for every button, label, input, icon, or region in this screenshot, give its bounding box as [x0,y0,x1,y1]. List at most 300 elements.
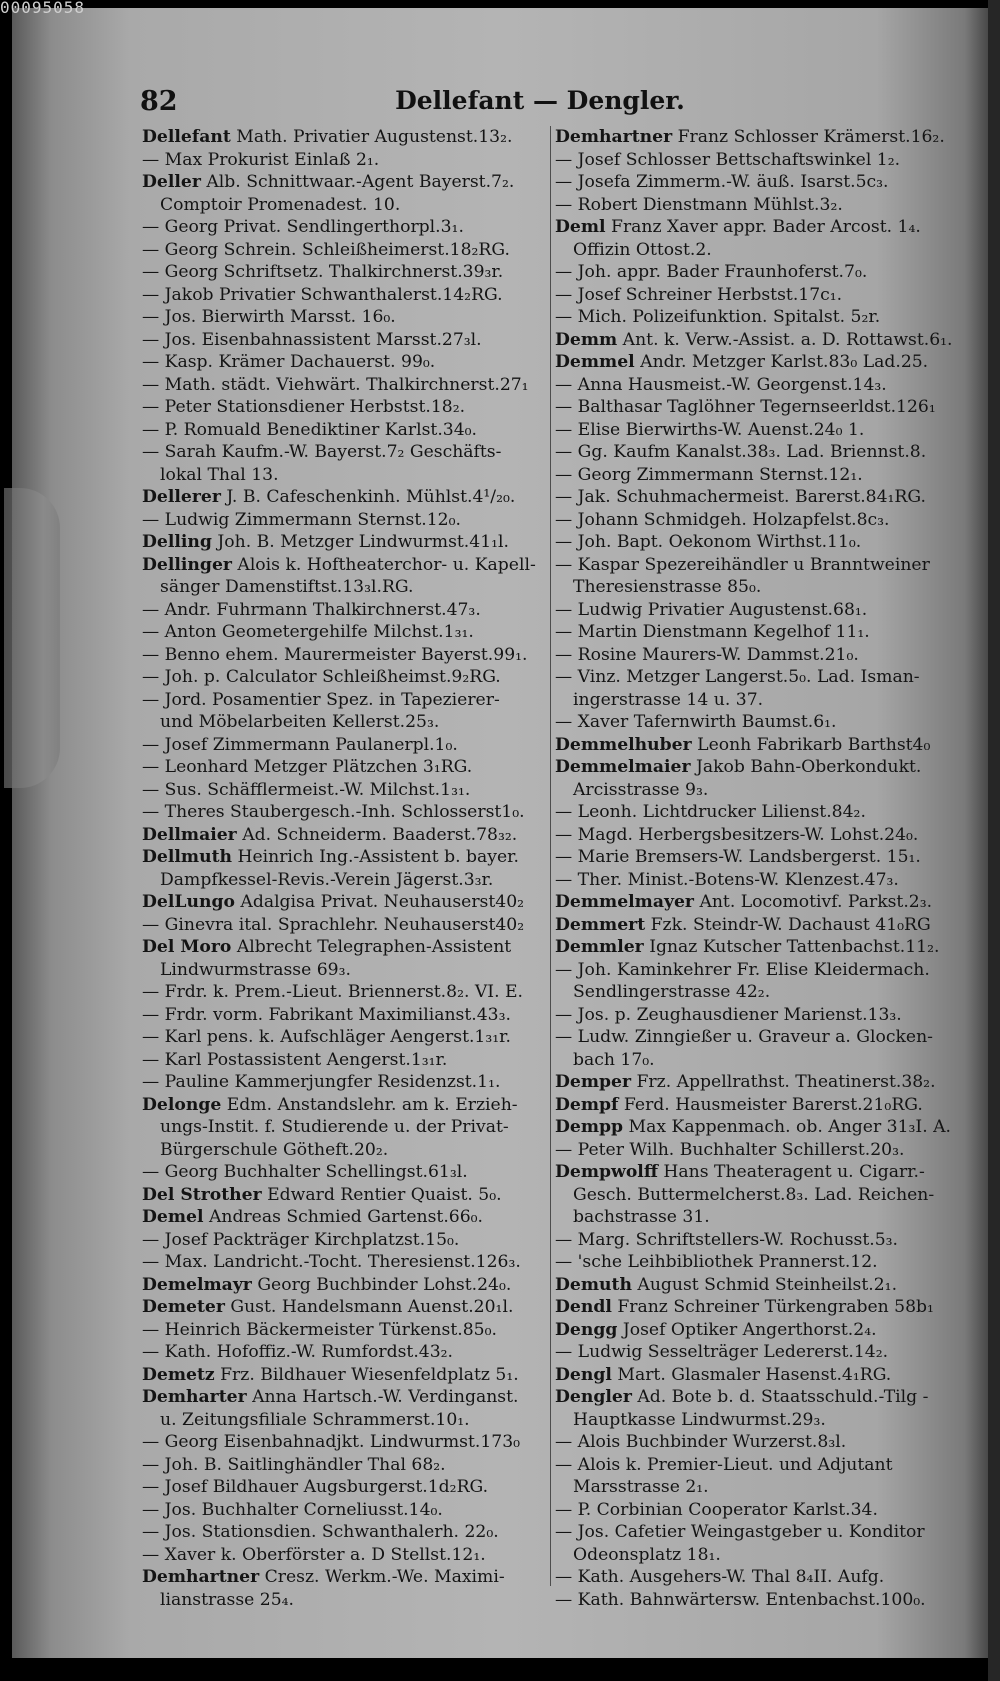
entry-text: — Vinz. Metzger Langerst.5₀. Lad. Isman- [555,667,920,687]
directory-entry [142,464,547,487]
directory-entry [142,1409,547,1432]
entry-text: lianstrasse 25₄. [160,1589,295,1610]
next-page-edge [988,0,1000,1681]
entry-text: Marsstrasse 2₁. [573,1477,709,1497]
entry-text: — Peter Stationsdiener Herbstst.18₂. [142,397,466,417]
directory-entry [555,779,960,802]
directory-entry [142,396,547,419]
directory-entry [142,846,547,869]
directory-entry [142,914,547,937]
scan-id: 00095058 [0,0,86,17]
entry-text: — 'sche Leihbibliothek Prannerst.12. [555,1252,878,1272]
directory-entry [142,1364,547,1387]
directory-entry [142,1004,547,1027]
entry-text: Joh. B. Metzger Lindwurmst.41₁l. [211,532,509,552]
entry-text: und Möbelarbeiten Kellerst.25₃. [160,712,440,732]
directory-entry [142,1049,547,1072]
directory-entry [555,1094,960,1117]
entry-surname: Demhartner [142,1567,260,1587]
directory-entry [555,329,960,352]
entry-text: lokal Thal 13. [160,464,279,485]
entry-text: — Jos. p. Zeughausdiener Marienst.13₃. [555,1004,902,1025]
entry-surname: DelLungo [142,892,235,912]
entry-text: — P. Romuald Benediktiner Karlst.34₀. [142,419,478,440]
directory-entry [142,1161,547,1184]
directory-entry [142,419,547,442]
directory-entry [555,666,960,689]
entry-text: — Karl Postassistent Aengerst.1₃₁r. [142,1049,448,1070]
entry-text: Hauptkasse Lindwurmst.29₃. [573,1409,826,1430]
right-column [555,126,960,1610]
directory-entry [555,891,960,914]
directory-entry [555,846,960,869]
entry-text: ungs-Instit. f. Studierende u. der Privat- [160,1117,509,1137]
entry-text: — Jos. Cafetier Weingastgeber u. Konditor [555,1522,925,1542]
directory-entry [555,756,960,779]
directory-entry [555,1004,960,1027]
directory-entry [555,1476,960,1499]
directory-entry [142,779,547,802]
directory-entry [555,126,960,149]
entry-text: Theresienstrasse 85₀. [573,577,762,597]
directory-entry [142,1206,547,1229]
directory-entry [555,1364,960,1387]
directory-entry [555,509,960,532]
directory-entry [142,126,547,149]
entry-text: — Kath. Ausgehers-W. Thal 8₄II. Aufg. [555,1567,885,1587]
directory-entry [142,171,547,194]
entry-text: — Kath. Bahnwärtersw. Entenbachst.100₀. [555,1589,926,1610]
directory-entry [142,1026,547,1049]
directory-entry [555,306,960,329]
entry-text: Andreas Schmied Gartenst.66₀. [203,1207,484,1227]
entry-text: Josef Optiker Angerthorst.2₄. [617,1319,877,1340]
page-header [140,86,940,126]
entry-text: — Robert Dienstmann Mühlst.3₂. [555,194,843,215]
entry-text: — Frdr. k. Prem.-Lieut. Briennerst.8₂. VI. E. [142,982,524,1002]
entry-surname: Dellefant [142,127,231,147]
directory-entry [142,869,547,892]
directory-entry [142,216,547,239]
directory-entry [142,1251,547,1274]
directory-entry [142,621,547,644]
entry-text: — Georg Eisenbahnadjkt. Lindwurmst.173₀ [142,1432,521,1452]
entry-text: August Schmid Steinheilst.2₁. [631,1274,898,1295]
directory-entry [142,441,547,464]
entry-text: — Magd. Herbergsbesitzers-W. Lohst.24₀. [555,824,919,845]
directory-entry [142,734,547,757]
entry-surname: Demharter [142,1387,247,1407]
directory-entry [555,711,960,734]
directory-entry [555,149,960,172]
entry-surname: Demelmayr [142,1274,252,1295]
entry-text: — Joh. Bapt. Oekonom Wirthst.11₀. [555,532,862,552]
entry-surname: Demmel [555,352,635,372]
directory-entry [142,194,547,217]
directory-entry [142,1319,547,1342]
directory-entry [555,464,960,487]
entry-text: Alois k. Hoftheaterchor- u. Kapell- [231,554,536,575]
entry-text: Hans Theateragent u. Cigarr.- [657,1162,925,1182]
entry-text: — Theres Staubergesch.-Inh. Schlosserst1₀. [142,802,525,822]
entry-text: — Math. städt. Viehwärt. Thalkirchnerst.27₁ [142,374,529,395]
entry-text: — Ludwig Sesselträger Ledererst.14₂. [555,1342,889,1362]
directory-entry [555,1206,960,1229]
directory-entry [142,1341,547,1364]
directory-entry [555,1499,960,1522]
entry-text: — Balthasar Taglöhner Tegernseerldst.126₁ [555,397,936,417]
entry-text: — Jos. Bierwirth Marsst. 16₀. [142,307,396,327]
entry-text: sänger Damenstiftst.13₃l.RG. [160,577,414,597]
directory-entry [555,1116,960,1139]
directory-entry [555,869,960,892]
directory-entry [142,1431,547,1454]
directory-entry [142,891,547,914]
entry-text: — Leonhard Metzger Plätzchen 3₁RG. [142,757,473,777]
entry-text: Heinrich Ing.-Assistent b. bayer. [232,847,519,867]
directory-entry [555,621,960,644]
directory-entry [555,689,960,712]
thumb-tab [4,488,60,788]
directory-entry [555,959,960,982]
directory-entry [142,1386,547,1409]
directory-entry [555,914,960,937]
directory-entry [555,1251,960,1274]
entry-text: — Ludwig Zimmermann Sternst.12₀. [142,509,461,530]
entry-text: — Alois Buchbinder Wurzerst.8₃l. [555,1432,847,1452]
directory-entry [142,1094,547,1117]
entry-text: — Joh. appr. Bader Fraunhoferst.7₀. [555,262,868,282]
entry-text: Georg Buchbinder Lohst.24₀. [251,1274,512,1295]
entry-surname: Dengg [555,1319,618,1340]
entry-text: — Josef Schlosser Bettschaftswinkel 1₂. [555,149,901,170]
entry-text: — Josefa Zimmerm.-W. äuß. Isarst.5c₃. [555,172,889,192]
directory-entry [142,1071,547,1094]
entry-surname: Demper [555,1072,632,1092]
entry-text: — Joh. p. Calculator Schleißheimst.9₂RG. [142,667,501,687]
directory-entry [142,531,547,554]
entry-text: — Andr. Fuhrmann Thalkirchnerst.47₃. [142,599,481,620]
directory-entry [555,1139,960,1162]
entry-surname: Dellerer [142,487,221,507]
entry-surname: Dendl [555,1297,612,1317]
entry-text: — Heinrich Bäckermeister Türkenst.85₀. [142,1319,497,1340]
entry-text: — Ludw. Zinngießer u. Graveur a. Glocken- [555,1027,933,1047]
entry-text: Andr. Metzger Karlst.83₀ Lad.25. [634,352,929,372]
entry-text: Franz Xaver appr. Bader Arcost. 1₄. [605,217,921,237]
entry-text: Edward Rentier Quaist. 5₀. [261,1184,502,1205]
directory-entry [555,576,960,599]
directory-entry [555,1274,960,1297]
entry-text: — Frdr. vorm. Fabrikant Maximilianst.43₃. [142,1004,511,1025]
entry-text: — Anna Hausmeist.-W. Georgenst.14₃. [555,374,887,395]
left-column [142,126,547,1610]
directory-entry [555,441,960,464]
entry-text: Franz Schreiner Türkengraben 58b₁ [611,1297,934,1317]
entry-text: — P. Corbinian Cooperator Karlst.34. [555,1499,878,1520]
directory-entry [142,1296,547,1319]
directory-entry [555,1049,960,1072]
directory-entry [142,824,547,847]
directory-entry [142,1589,547,1612]
entry-text: — Ginevra ital. Sprachlehr. Neuhauserst40₂ [142,914,525,935]
entry-text: — Josef Packträger Kirchplatzst.15₀. [142,1229,460,1250]
entry-text: — Georg Schrein. Schleißheimerst.18₂RG. [142,239,510,260]
entry-text: — Josef Bildhauer Augsburgerst.1d₂RG. [142,1477,489,1497]
entry-text: — Kath. Hofoffiz.-W. Rumfordst.43₂. [142,1342,454,1362]
entry-surname: Dempp [555,1117,624,1137]
entry-text: — Rosine Maurers-W. Dammst.21₀. [555,644,859,665]
directory-entry [555,1454,960,1477]
entry-text: — Joh. Kaminkehrer Fr. Elise Kleidermach. [555,959,930,980]
entry-text: Sendlingerstrasse 42₂. [573,982,771,1002]
directory-entry [142,329,547,352]
directory-entry [555,1386,960,1409]
directory-entry [142,486,547,509]
entry-surname: Demhartner [555,127,673,147]
entry-text: Leonh Fabrikarb Barthst4₀ [691,734,931,755]
entry-surname: Demmelmayer [555,892,694,912]
directory-entry [142,284,547,307]
entry-text: Gust. Handelsmann Auenst.20₁l. [224,1297,514,1317]
directory-entry [142,599,547,622]
directory-entry [142,1184,547,1207]
directory-entry [142,149,547,172]
entry-text: — Xaver Tafernwirth Baumst.6₁. [555,712,837,732]
directory-entry [555,824,960,847]
entry-text: — Mich. Polizeifunktion. Spitalst. 5₂r. [555,307,881,327]
directory-entry [555,374,960,397]
entry-text: bachstrasse 31. [573,1207,710,1227]
entry-text: Ad. Bote b. d. Staatsschuld.-Tilg - [631,1387,929,1407]
directory-entry [142,576,547,599]
entry-text: u. Zeitungsfiliale Schrammerst.10₁. [160,1409,470,1430]
running-head: Dellefant — Dengler. [395,86,685,115]
entry-text: Frz. Bildhauer Wiesenfeldplatz 5₁. [214,1364,519,1385]
entry-text: — Kasp. Krämer Dachauerst. 99₀. [142,352,436,372]
directory-entry [555,194,960,217]
directory-entry [555,644,960,667]
directory-entry [555,936,960,959]
entry-text: Jakob Bahn-Oberkondukt. [690,757,922,777]
entry-surname: Deller [142,172,201,192]
entry-text: — Gg. Kaufm Kanalst.38₃. Lad. Briennst.8. [555,442,927,462]
page-number: 82 [140,86,178,117]
entry-text: Frz. Appellrathst. Theatinerst.38₂. [631,1072,936,1092]
entry-text: Anna Hartsch.-W. Verdinganst. [246,1387,519,1407]
entry-surname: Dempf [555,1094,619,1115]
directory-entry [555,981,960,1004]
directory-entry [555,419,960,442]
entry-surname: Dellinger [142,554,232,575]
directory-entry [555,1589,960,1612]
entry-text: Ferd. Hausmeister Barerst.21₀RG. [618,1094,923,1115]
directory-entry [555,801,960,824]
entry-surname: Dengler [555,1387,632,1407]
entry-text: Arcisstrasse 9₃. [573,779,709,800]
entry-text: Alb. Schnittwaar.-Agent Bayerst.7₂. [200,172,515,192]
directory-entry [555,1184,960,1207]
entry-text: — Ludwig Privatier Augustenst.68₁. [555,599,868,620]
entry-text: — Peter Wilh. Buchhalter Schillerst.20₃. [555,1139,905,1160]
directory-entry [142,239,547,262]
entry-text: Ad. Schneiderm. Baaderst.78₃₂. [236,824,518,845]
directory-entry [555,599,960,622]
entry-surname: Demmert [555,914,646,935]
entry-surname: Delonge [142,1094,222,1115]
directory-entry [142,554,547,577]
entry-surname: Del Strother [142,1184,262,1205]
entry-text: Adalgisa Privat. Neuhauserst40₂ [234,892,525,912]
directory-entry [142,711,547,734]
entry-surname: Dempwolff [555,1162,658,1182]
directory-entry [142,306,547,329]
entry-text: bach 17₀. [573,1049,655,1070]
entry-text: — Elise Bierwirths-W. Auenst.24₀ 1. [555,419,865,440]
entry-text: Ignaz Kutscher Tattenbachst.11₂. [643,937,940,957]
entry-text: — Jakob Privatier Schwanthalerst.14₂RG. [142,284,503,305]
entry-surname: Deml [555,217,606,237]
entry-text: — Jos. Stationsdien. Schwanthalerh. 22₀. [142,1522,499,1542]
directory-entry [142,1499,547,1522]
directory-entry [555,531,960,554]
directory-entry [555,284,960,307]
entry-text: — Georg Schriftsetz. Thalkirchnerst.39₃r. [142,262,504,282]
directory-entry [142,351,547,374]
entry-text: J. B. Cafeschenkinh. Mühlst.4¹/₂₀. [220,487,516,507]
entry-text: Max Kappenmach. ob. Anger 31₃I. A. [623,1117,951,1137]
entry-text: — Sarah Kaufm.-W. Bayerst.7₂ Geschäfts- [142,442,502,462]
directory-entry [555,1409,960,1432]
directory-entry [142,936,547,959]
directory-entry [555,1071,960,1094]
directory-entry [555,396,960,419]
entry-surname: Demmelmaier [555,757,691,777]
directory-entry [142,1116,547,1139]
entry-text: — Georg Zimmermann Sternst.12₁. [555,464,863,485]
column-divider [550,126,551,1586]
entry-text: Dampfkessel-Revis.-Verein Jägerst.3₃r. [160,869,494,890]
entry-text: — Jos. Buchhalter Corneliusst.14₀. [142,1499,443,1520]
entry-text: Cresz. Werkm.-We. Maximi- [259,1567,505,1587]
entry-text: Gesch. Buttermelcherst.8₃. Lad. Reichen- [573,1184,935,1205]
directory-entry [142,644,547,667]
directory-entry [555,1229,960,1252]
directory-entry [142,1139,547,1162]
directory-entry [142,1521,547,1544]
entry-text: — Josef Zimmermann Paulanerpl.1₀. [142,734,458,755]
directory-entry [142,261,547,284]
entry-surname: Demeter [142,1297,225,1317]
entry-text: — Jos. Eisenbahnassistent Marsst.27₃l. [142,329,482,350]
directory-entry [142,1274,547,1297]
directory-entry [142,959,547,982]
entry-text: — Leonh. Lichtdrucker Lilienst.84₂. [555,802,866,822]
entry-text: Edm. Anstandslehr. am k. Erzieh- [221,1094,518,1115]
directory-entry [555,734,960,757]
entry-text: — Georg Buchhalter Schellingst.61₃l. [142,1162,468,1182]
directory-entry [555,216,960,239]
entry-surname: Demel [142,1207,204,1227]
entry-surname: Dellmuth [142,847,233,867]
directory-entry [555,1521,960,1544]
directory-entry [555,1341,960,1364]
directory-entry [555,486,960,509]
entry-text: — Ther. Minist.-Botens-W. Klenzest.47₃. [555,869,899,890]
entry-text: — Marg. Schriftstellers-W. Rochusst.5₃. [555,1229,899,1250]
entry-text: — Martin Dienstmann Kegelhof 11₁. [555,622,870,642]
directory-entry [555,1026,960,1049]
entry-text: Odeonsplatz 18₁. [573,1544,721,1565]
entry-text: — Benno ehem. Maurermeister Bayerst.99₁. [142,644,528,665]
entry-text: — Karl pens. k. Aufschläger Aengerst.1₃₁r. [142,1027,511,1047]
entry-text: Fzk. Steindr-W. Dachaust 41₀RG [645,914,931,935]
entry-text: Albrecht Telegraphen-Assistent [231,937,512,957]
entry-surname: Demuth [555,1274,632,1295]
entry-text: — Kaspar Spezereihändler u Branntweiner [555,554,930,575]
directory-entry [142,374,547,397]
entry-surname: Dengl [555,1364,612,1385]
entry-text: — Xaver k. Oberförster a. D Stellst.12₁. [142,1544,486,1565]
directory-entry [555,239,960,262]
directory-entry [142,801,547,824]
directory-entry [555,261,960,284]
directory-entry [142,1229,547,1252]
directory-entry [555,1319,960,1342]
entry-text: — Sus. Schäfflermeist.-W. Milchst.1₃₁. [142,779,471,800]
entry-text: — Alois k. Premier-Lieut. und Adjutant [555,1454,893,1475]
entry-text: Lindwurmstrasse 69₃. [160,959,351,980]
directory-entry [555,1566,960,1589]
directory-entry [142,1476,547,1499]
entry-surname: Demmelhuber [555,734,692,755]
entry-text: ingerstrasse 14 u. 37. [573,689,764,710]
directory-entry [142,509,547,532]
entry-text: Mart. Glasmaler Hasenst.4₁RG. [611,1364,892,1385]
directory-entry [555,351,960,374]
entry-text: — Max. Landricht.-Tocht. Theresienst.126₃. [142,1252,521,1272]
directory-entry [142,981,547,1004]
directory-entry [142,666,547,689]
entry-surname: Demmler [555,937,644,957]
entry-text: — Jak. Schuhmachermeist. Barerst.84₁RG. [555,487,926,507]
entry-text: Offizin Ottost.2. [573,239,712,260]
entry-text: — Anton Geometergehilfe Milchst.1₃₁. [142,622,474,642]
entry-text: — Joh. B. Saitlinghändler Thal 68₂. [142,1454,446,1475]
entry-surname: Demetz [142,1364,215,1385]
entry-text: — Georg Privat. Sendlingerthorpl.3₁. [142,217,464,237]
entry-surname: Dellmaier [142,824,237,845]
entry-text: — Jord. Posamentier Spez. in Tapezierer- [142,689,500,710]
entry-surname: Del Moro [142,937,232,957]
entry-text: — Johann Schmidgeh. Holzapfelst.8c₃. [555,509,890,530]
directory-entry [142,689,547,712]
entry-text: — Marie Bremsers-W. Landsbergerst. 15₁. [555,847,921,867]
entry-text: Ant. Locomotivf. Parkst.2₃. [693,892,933,912]
directory-entry [142,756,547,779]
directory-entry [555,1431,960,1454]
entry-text: Ant. k. Verw.-Assist. a. D. Rottawst.6₁. [617,329,953,350]
directory-entry [555,171,960,194]
entry-surname: Demm [555,329,618,350]
directory-entry [142,1544,547,1567]
entry-text: Bürgerschule Götheft.20₂. [160,1139,389,1160]
directory-columns [142,126,962,1610]
entry-text: — Max Prokurist Einlaß 2₁. [142,149,380,170]
directory-entry [555,1544,960,1567]
entry-surname: Delling [142,532,212,552]
directory-entry [555,1296,960,1319]
